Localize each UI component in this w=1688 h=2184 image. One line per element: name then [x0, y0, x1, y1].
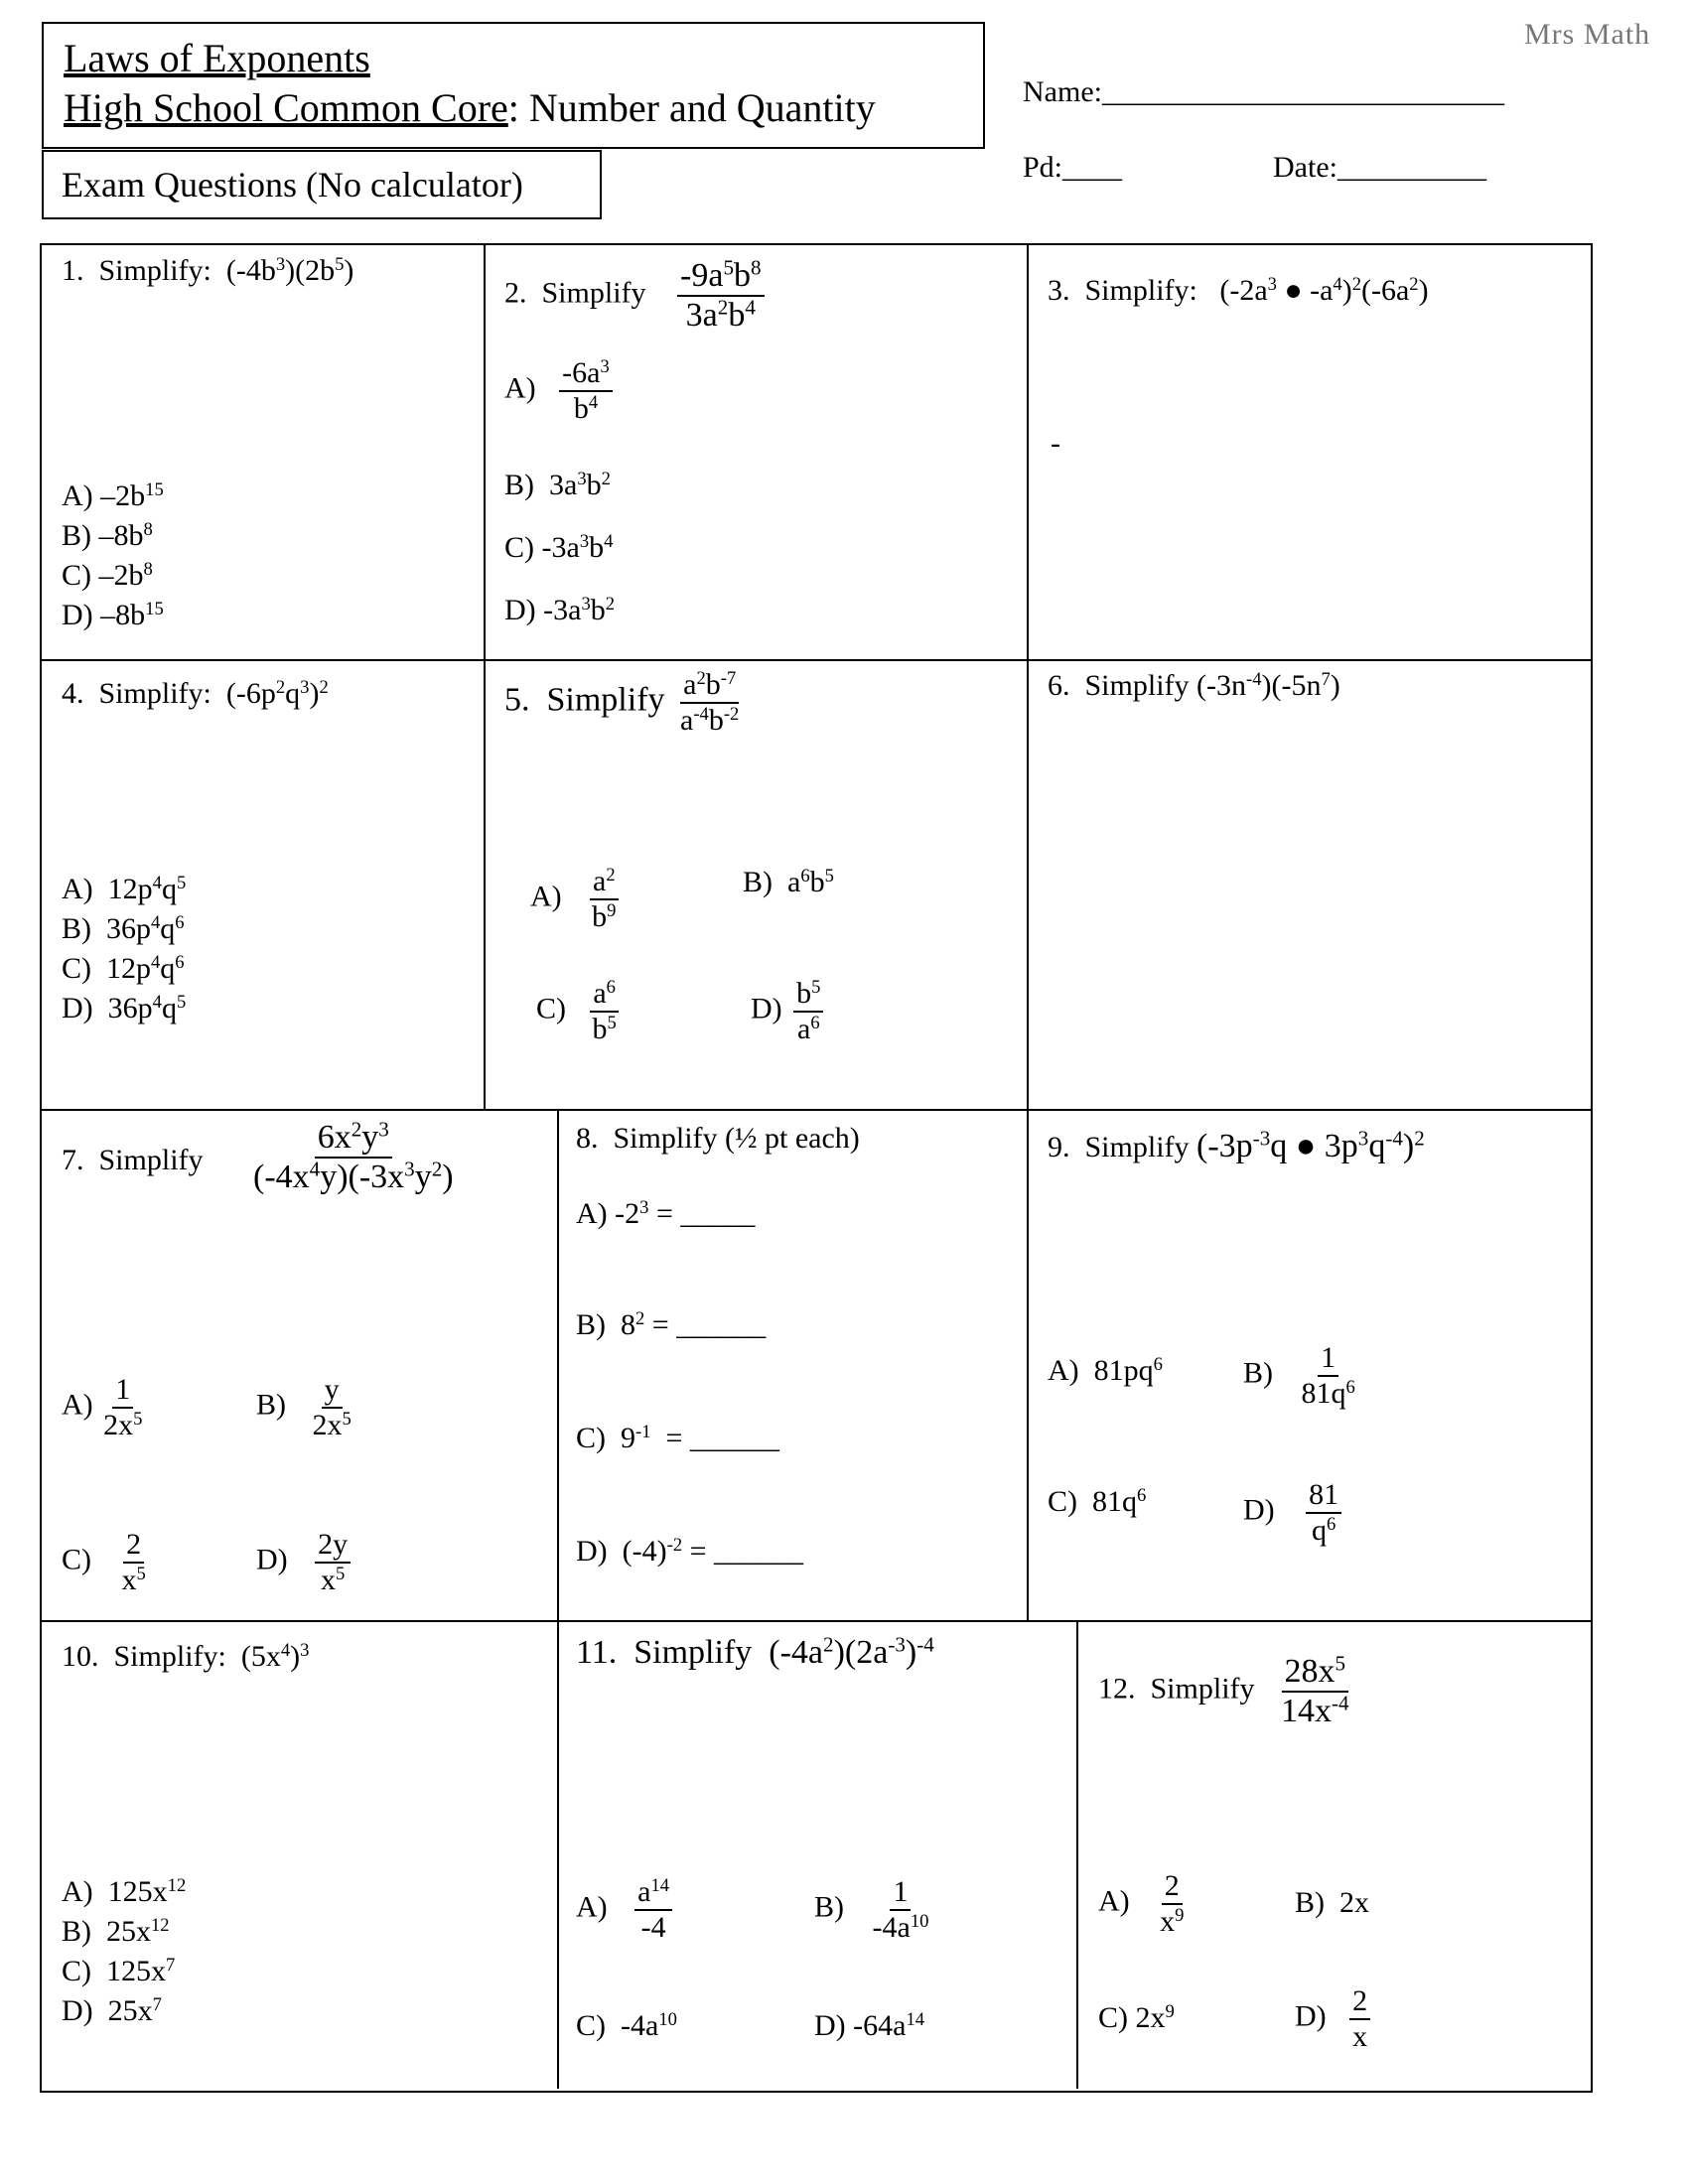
- option-d[interactable]: D) $(-4)^{-2}$ = ______: [576, 1534, 804, 1568]
- question-prompt: Simplify: [98, 1144, 204, 1176]
- question-number: 2.: [504, 276, 527, 310]
- option-a[interactable]: A) $125x^{12}$: [62, 1874, 187, 1908]
- question-prompt: Simplify: [546, 681, 665, 719]
- expression: ($-2a^3$ ● $-a^4)^2(-6a^2)$: [1219, 273, 1429, 307]
- option-b[interactable]: B) 2x: [1295, 1886, 1369, 1919]
- period-field[interactable]: [1023, 151, 1122, 185]
- question-number: 5.: [504, 681, 530, 719]
- name-field[interactable]: [1023, 75, 1504, 109]
- question-6: [1048, 669, 1340, 703]
- question-number: 6.: [1048, 669, 1070, 702]
- option-c[interactable]: C) $\frac{2}{x^5}$: [62, 1528, 146, 1596]
- question-number: 1.: [62, 254, 84, 287]
- brand-label: Mrs Math: [1524, 18, 1651, 51]
- question-prompt: Simplify: [1084, 1131, 1190, 1163]
- option-b[interactable]: B) $a^6b^5$: [743, 865, 834, 898]
- question-prompt: Simplify:: [113, 1640, 226, 1673]
- expression: ($-3p^{-3}q$ ● $3p^3q^{-4})^2$: [1196, 1126, 1425, 1164]
- expression: $\frac{28x^5}{14x^{-4}}$: [1281, 1651, 1349, 1729]
- question-number: 12.: [1098, 1672, 1136, 1706]
- option-d[interactable]: D) $25x^7$: [62, 1993, 162, 2027]
- grid-divider: [557, 1109, 559, 2089]
- question-8: [576, 1122, 860, 1156]
- expression: $\frac{-9a^5b^8}{3a^2b^4}$: [677, 258, 765, 333]
- question-9: [1048, 1128, 1425, 1165]
- question-prompt: Simplify: [633, 1634, 753, 1671]
- question-number: 7.: [62, 1144, 84, 1176]
- option-c[interactable]: C) $9^{-1}$ = ______: [576, 1421, 779, 1454]
- option-b[interactable]: B) $3a^3b^2$: [504, 468, 611, 501]
- option-d[interactable]: D) $\frac{b^5}{a^6}$: [751, 978, 827, 1044]
- question-11: [576, 1634, 934, 1672]
- name-label: Name:: [1023, 75, 1102, 108]
- question-7: [62, 1144, 204, 1177]
- page-title: [64, 34, 876, 133]
- question-number: 8.: [576, 1122, 599, 1155]
- option-c[interactable]: C) $81q^6$: [1048, 1484, 1147, 1518]
- question-prompt: Simplify: [1084, 669, 1190, 702]
- option-d[interactable]: D) $36p^4q^5$: [62, 991, 187, 1024]
- name-blank[interactable]: ___________________________: [1101, 75, 1504, 108]
- expression: $(-4a^2)(2a^{-3})^{-4}$: [769, 1632, 934, 1671]
- date-blank[interactable]: __________: [1336, 151, 1486, 184]
- question-3: [1048, 274, 1429, 308]
- option-d[interactable]: D) $-64a^{14}$: [814, 2008, 925, 2042]
- expression: $(5x^4)^3$: [240, 1639, 310, 1673]
- subtitle: Exam Questions (No calculator): [62, 165, 523, 205]
- option-a[interactable]: A) $\frac{a^2}{b^9}$: [530, 866, 623, 932]
- question-12: [1098, 1651, 1356, 1729]
- question-number: 9.: [1048, 1131, 1070, 1163]
- question-2: [504, 255, 769, 334]
- option-a[interactable]: A) $-2b^{15}$: [62, 478, 164, 512]
- question-prompt: Simplify:: [1084, 274, 1197, 307]
- expression: $\frac{a^2b^{-7}}{a^{-4}b^{-2}}$: [680, 667, 740, 737]
- title-line1: Laws of Exponents: [64, 36, 370, 80]
- question-4: [62, 677, 329, 711]
- grid-divider: [1076, 1620, 1078, 2089]
- option-a[interactable]: A) $12p^4q^5$: [62, 872, 187, 905]
- title-box: [42, 22, 985, 149]
- option-c[interactable]: C) $125x^7$: [62, 1954, 176, 1987]
- option-c[interactable]: C) $2x^9$: [1098, 2000, 1175, 2034]
- option-b[interactable]: B) $25x^{12}$: [62, 1914, 170, 1948]
- option-a[interactable]: A) $\frac{a^{14}}{-4}$: [576, 1876, 676, 1943]
- stray-mark: -: [1051, 427, 1060, 460]
- subtitle-box: [42, 150, 602, 219]
- option-a[interactable]: A) $81pq^6$: [1048, 1353, 1163, 1387]
- question-number: 11.: [576, 1634, 618, 1671]
- option-a[interactable]: A) $\frac{2}{x^9}$: [1098, 1869, 1185, 1938]
- option-b[interactable]: B) $\frac{y}{2x^5}$: [256, 1373, 352, 1441]
- question-10: [62, 1640, 309, 1674]
- expression: $(-4b^3)(2b^5)$: [225, 253, 354, 287]
- option-b[interactable]: B) $8^2$ = ______: [576, 1307, 767, 1341]
- expression: $\frac{6x^2y^3}{(-4x^4y)(-3x^3y^2)}$: [253, 1117, 454, 1195]
- question-prompt: Simplify: [541, 276, 646, 310]
- option-a[interactable]: A) $\frac{-6a^3}{b^4}$: [504, 357, 617, 424]
- question-number: 4.: [62, 677, 84, 710]
- option-c[interactable]: C) $-3a^3b^4$: [504, 530, 614, 564]
- option-c[interactable]: C) $-4a^{10}$: [576, 2008, 677, 2042]
- option-c[interactable]: C) $12p^4q^6$: [62, 951, 185, 985]
- grid-divider: [40, 1620, 1591, 1622]
- grid-divider: [40, 659, 1591, 661]
- question-number: 3.: [1048, 274, 1070, 307]
- question-prompt: Simplify:: [98, 254, 211, 287]
- question-5: [504, 669, 746, 736]
- expression: $(-6p^2q^3)^2$: [225, 676, 329, 710]
- question-prompt: Simplify:: [98, 677, 211, 710]
- title-domain: : Number and Quantity: [507, 85, 876, 130]
- period-label: Pd:: [1023, 151, 1063, 184]
- question-1: [62, 254, 353, 288]
- option-d[interactable]: D) $-3a^3b^2$: [504, 593, 616, 626]
- question-number: 10.: [62, 1640, 99, 1673]
- question-prompt: Simplify (½ pt each): [613, 1122, 860, 1155]
- date-field[interactable]: [1273, 151, 1486, 185]
- q1-options: [62, 477, 164, 635]
- option-b[interactable]: B) $\frac{1}{-4a^{10}}$: [814, 1875, 929, 1944]
- option-c[interactable]: C) $-2b^8$: [62, 558, 153, 592]
- q10-options: [62, 1872, 186, 2031]
- option-b[interactable]: B) $\frac{1}{81q^6}$: [1243, 1341, 1355, 1410]
- grid-divider: [484, 243, 486, 1110]
- option-a[interactable]: A) $-2^3$ = _____: [576, 1196, 756, 1230]
- question-prompt: Simplify: [1150, 1672, 1255, 1706]
- grid-divider: [40, 1109, 1591, 1111]
- option-c[interactable]: C) $\frac{a^6}{b^5}$: [536, 978, 624, 1044]
- expression: $(-3n^{-4})(-5n^7)$: [1196, 668, 1340, 702]
- grid-divider: [1027, 243, 1029, 1621]
- option-b[interactable]: B) $-8b^8$: [62, 518, 153, 552]
- option-d[interactable]: D) $\frac{2y}{x^5}$: [256, 1529, 354, 1595]
- q4-options: [62, 870, 186, 1028]
- option-d[interactable]: D) $\frac{2}{x}$: [1295, 1985, 1374, 2052]
- option-b[interactable]: B) $36p^4q^6$: [62, 911, 185, 945]
- period-blank[interactable]: ____: [1062, 151, 1123, 184]
- option-d[interactable]: D) $\frac{81}{q^6}$: [1243, 1479, 1345, 1546]
- date-label: Date:: [1273, 151, 1337, 184]
- option-d[interactable]: D) $-8b^{15}$: [62, 598, 164, 631]
- title-standard: High School Common Core: [64, 85, 508, 130]
- option-a[interactable]: A) $\frac{1}{2x^5}$: [62, 1373, 143, 1441]
